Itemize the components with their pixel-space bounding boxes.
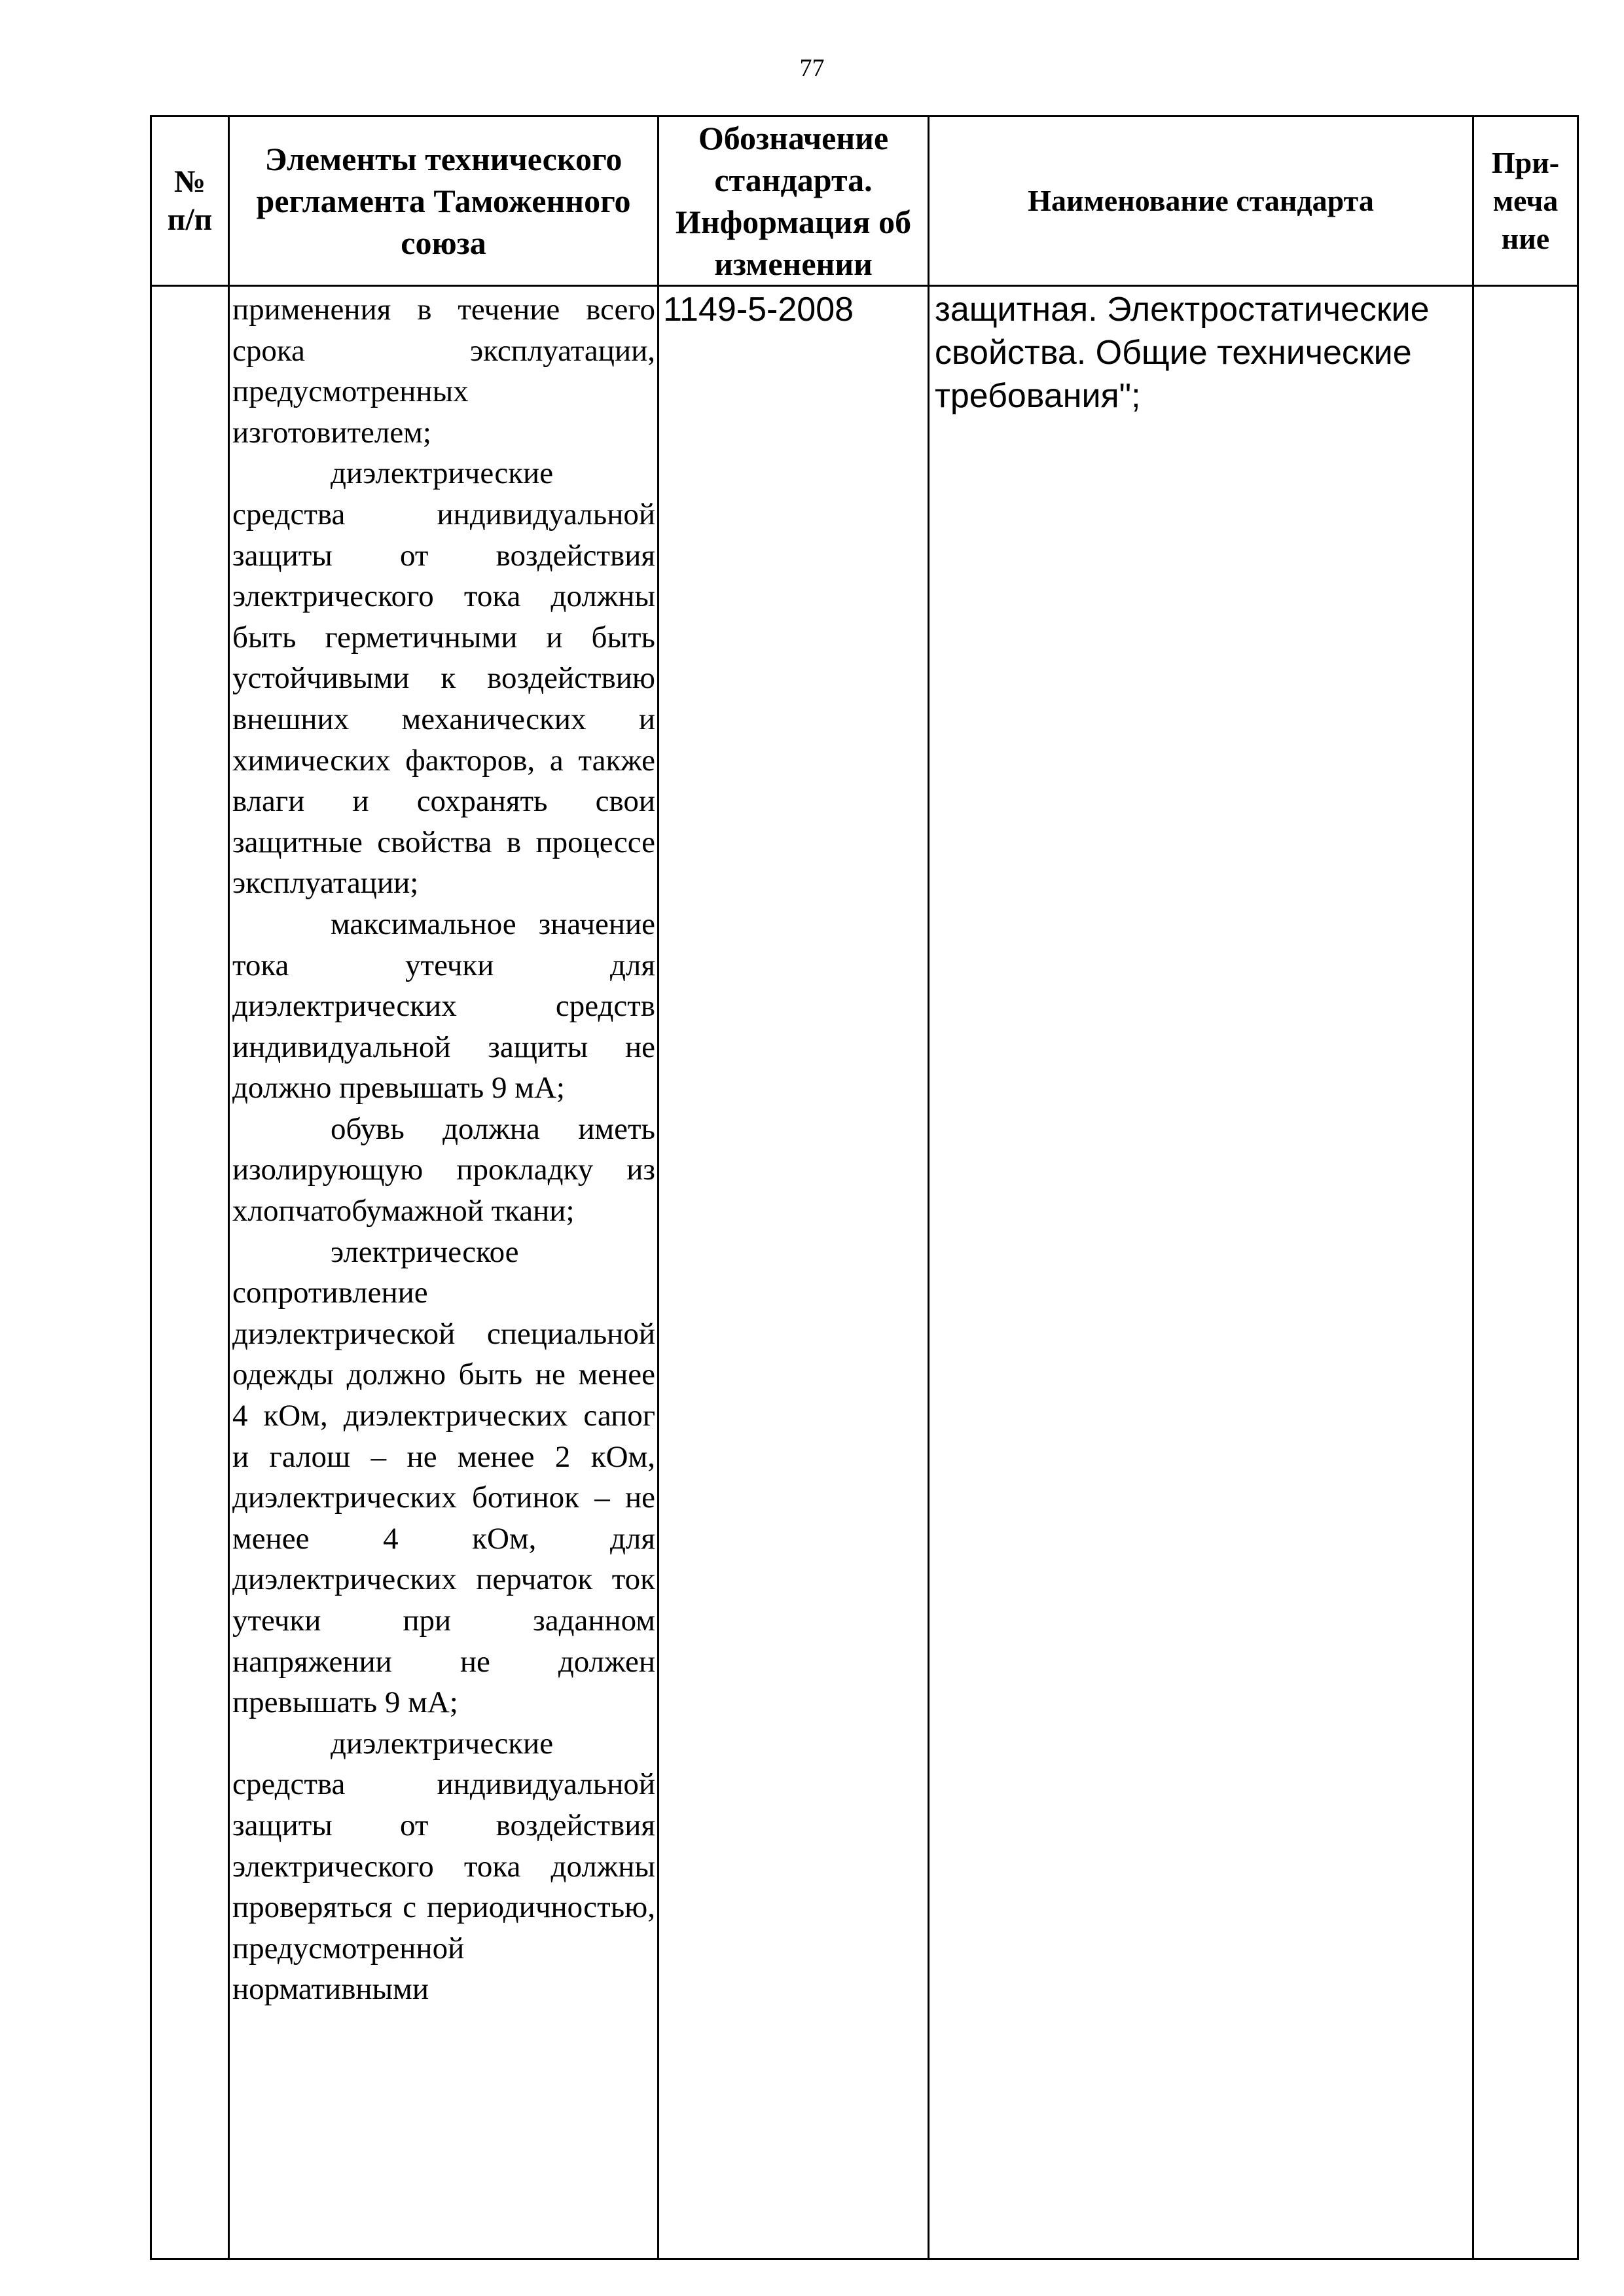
elements-paragraph: применения в течение всего срока эксплуатации, предусмотренных изготовителем;	[232, 293, 655, 450]
cell-number	[151, 286, 229, 2259]
header-note-line3: ние	[1501, 222, 1550, 255]
header-number-line1: №	[173, 164, 206, 199]
header-number	[151, 117, 229, 286]
table-header-row	[151, 117, 1578, 286]
header-number-line2: п/п	[167, 202, 213, 237]
cell-standard-name	[929, 286, 1473, 2259]
header-standard-name: Наименование стандарта	[929, 117, 1473, 286]
header-note-line1: При-	[1491, 146, 1560, 179]
page-number: 77	[799, 54, 825, 82]
elements-text	[230, 287, 657, 2010]
elements-paragraph: диэлектрические средства индивидуальной защиты от воздействия электрического тока должны быть герметичными и быть устойчивыми к воздействию внешних механических и химических факторов, а также влаги и сохранять свои защитные свойства в процессе эксплуатации;	[232, 456, 655, 901]
table-row	[151, 286, 1578, 2259]
elements-paragraph: обувь должна иметь изолирующую прокладку из хлопчатобумажной ткани;	[232, 1111, 655, 1229]
cell-note	[1473, 286, 1578, 2259]
standard-name-text: защитная. Электростатические свойства. Общие технические требования";	[935, 291, 1430, 415]
standards-table	[150, 115, 1579, 2260]
cell-elements	[229, 286, 659, 2259]
header-note	[1473, 117, 1578, 286]
header-elements: Элементы технического регламента Таможенного союза	[229, 117, 659, 286]
header-designation: Обозначение стандарта. Информация об изменении	[659, 117, 929, 286]
designation-text: 1149-5-2008	[663, 291, 854, 329]
header-note-line2: меча	[1492, 184, 1559, 217]
elements-paragraph: электрическое сопротивление диэлектрической специальной одежды должно быть не менее 4 кОм, диэлектрических сапог и галош – не менее 2 кОм, диэлектрических ботинок – не менее 4 кОм, для диэлектрических перчаток ток утечки при заданном напряжении не должен превышать 9 мА;	[232, 1234, 655, 1720]
cell-designation	[659, 286, 929, 2259]
elements-paragraph: диэлектрические средства индивидуальной защиты от воздействия электрического тока должны проверяться с периодичностью, предусмотренной нормативными	[232, 1726, 655, 2007]
elements-paragraph: максимальное значение тока утечки для диэлектрических средств индивидуальной защиты не должно превышать 9 мА;	[232, 906, 655, 1105]
